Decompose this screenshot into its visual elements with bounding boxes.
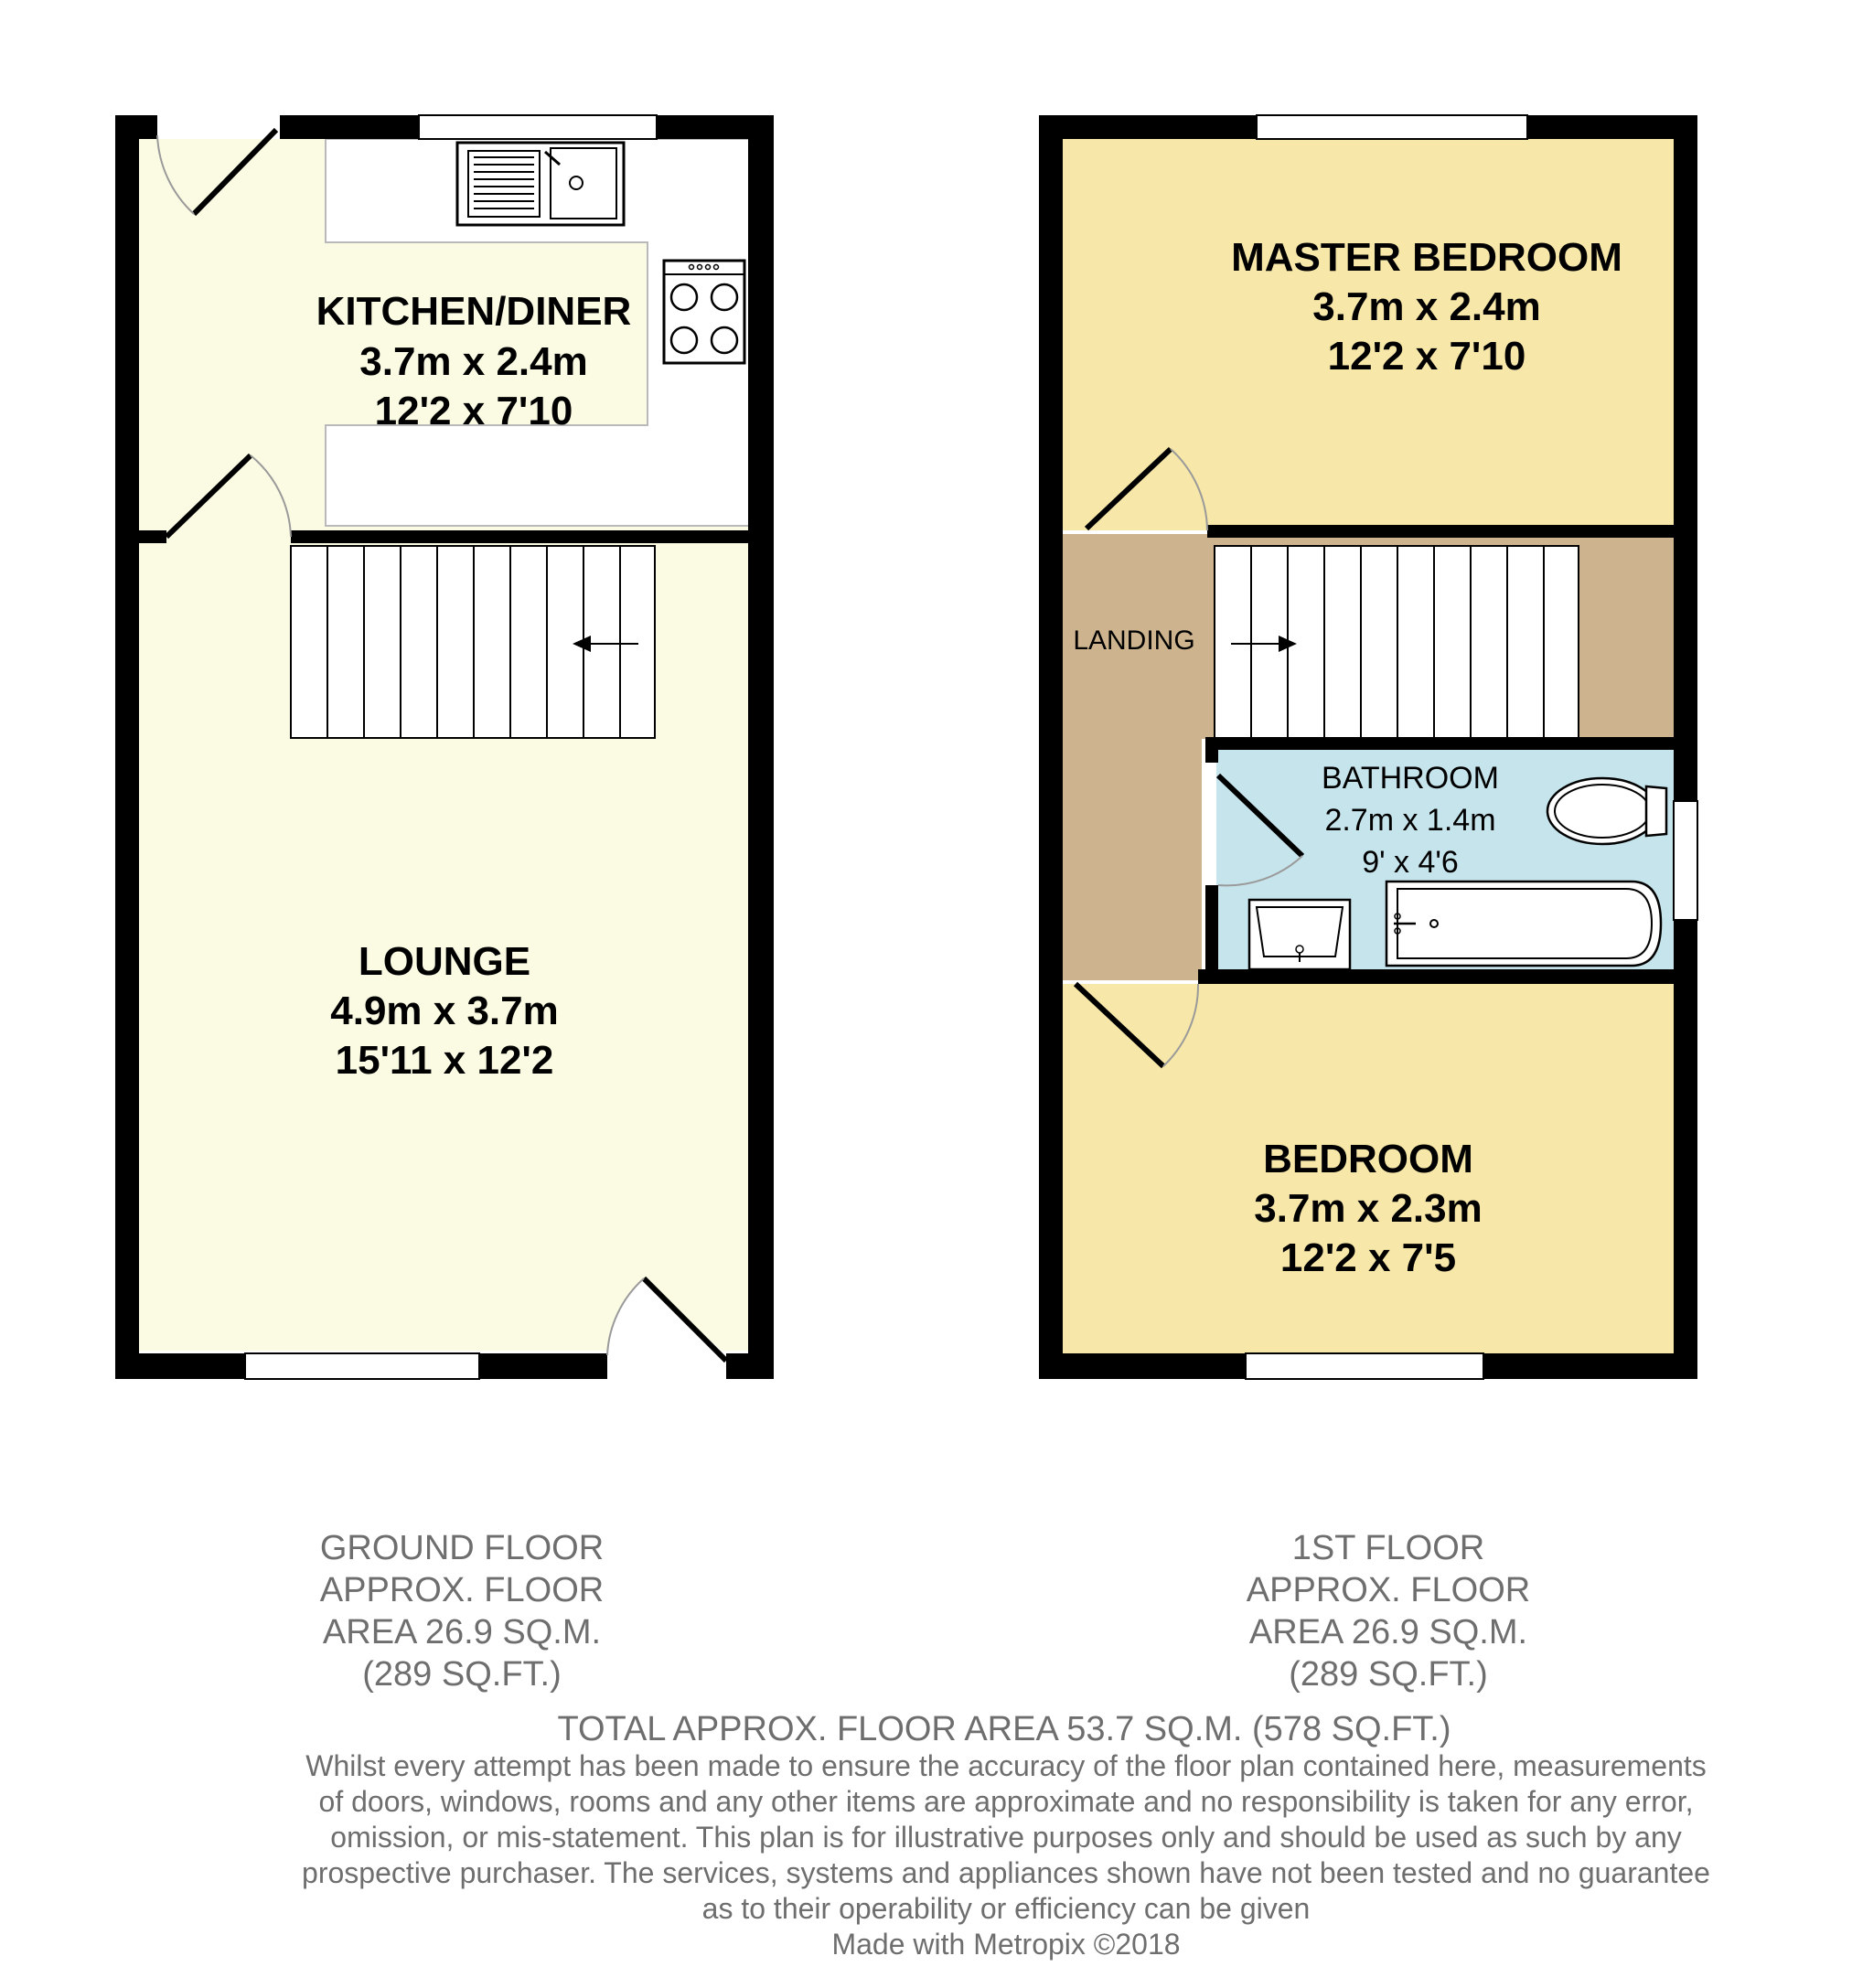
kitchen-window (419, 115, 657, 139)
toilet-icon (1547, 778, 1666, 844)
first-floor-stairs (1215, 546, 1579, 738)
kitchen-name: KITCHEN/DINER (316, 289, 632, 334)
ground-stairs (291, 546, 655, 738)
caption-line: AREA 26.9 SQ.M. (322, 1613, 602, 1651)
master-bedroom-imperial: 12'2 x 7'10 (1327, 334, 1526, 379)
bathroom-imperial: 9' x 4'6 (1362, 845, 1459, 880)
bedroom-imperial: 12'2 x 7'5 (1279, 1235, 1457, 1280)
first-floor-plan (1039, 115, 1697, 1379)
disclaimer-line: of doors, windows, rooms and any other items are approximate and no responsibility is taken for any error, (318, 1785, 1694, 1818)
landing-name: LANDING (1073, 625, 1195, 656)
master-bedroom-name: MASTER BEDROOM (1231, 235, 1622, 280)
sink-icon (457, 143, 624, 225)
caption-line: APPROX. FLOOR (1246, 1571, 1531, 1609)
caption-line: GROUND FLOOR (319, 1529, 605, 1567)
lounge-name: LOUNGE (358, 939, 531, 984)
disclaimer-line: Whilst every attempt has been made to ensure the accuracy of the floor plan contained here, measurements (305, 1749, 1707, 1782)
bedroom-metric: 3.7m x 2.3m (1254, 1186, 1483, 1231)
caption-line: APPROX. FLOOR (319, 1571, 605, 1609)
credit: Made with Metropix ©2018 (831, 1928, 1181, 1961)
bedroom-name: BEDROOM (1263, 1137, 1473, 1181)
bedroom-window (1246, 1353, 1483, 1379)
disclaimer (219, 1748, 1793, 1962)
master-bedroom-metric: 3.7m x 2.4m (1312, 284, 1541, 329)
bathroom-metric: 2.7m x 1.4m (1324, 803, 1496, 838)
caption-line: 1ST FLOOR (1291, 1529, 1485, 1567)
caption-line: (289 SQ.FT.) (1289, 1655, 1488, 1694)
lounge-window (245, 1353, 479, 1379)
landing-floor (1063, 534, 1202, 980)
ground-floor-plan (115, 115, 774, 1379)
basin-icon (1249, 900, 1350, 969)
master-bedroom-window (1257, 115, 1527, 139)
bath-icon (1386, 882, 1661, 966)
caption-line: (289 SQ.FT.) (362, 1655, 562, 1694)
lounge-metric: 4.9m x 3.7m (330, 989, 559, 1033)
lounge-imperial: 15'11 x 12'2 (335, 1038, 554, 1083)
bathroom-name: BATHROOM (1322, 761, 1499, 796)
first-floor-caption (1247, 1529, 1530, 1694)
disclaimer-line: prospective purchaser. The services, systems and appliances shown have not been tested and no guarantee (302, 1856, 1710, 1889)
disclaimer-line: as to their operability or efficiency can be given (701, 1892, 1311, 1925)
total-area: TOTAL APPROX. FLOOR AREA 53.7 SQ.M. (578 SQ.FT.) (557, 1710, 1451, 1748)
kitchen-metric: 3.7m x 2.4m (359, 339, 588, 384)
disclaimer-line: omission, or mis-statement. This plan is for illustrative purposes only and should be used as such by any (330, 1821, 1682, 1854)
hob-icon (664, 261, 744, 363)
ground-floor-caption (320, 1529, 604, 1694)
bathroom-window (1674, 801, 1697, 920)
caption-line: AREA 26.9 SQ.M. (1248, 1613, 1528, 1651)
kitchen-imperial: 12'2 x 7'10 (374, 389, 573, 433)
